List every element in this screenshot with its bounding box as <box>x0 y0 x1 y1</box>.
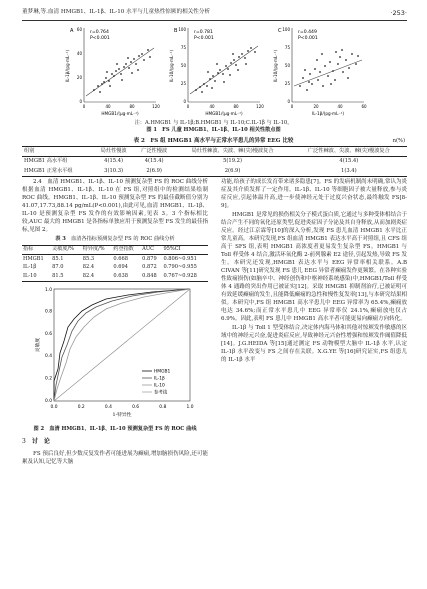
y-tick: 25 <box>284 81 290 86</box>
y-tick: 0 <box>287 99 290 104</box>
y-tick: 75 <box>284 45 290 50</box>
table-cell: IL-10 <box>22 272 51 281</box>
panel-letter: B <box>174 28 178 34</box>
table-cell: 0.790~0.955 <box>163 264 197 271</box>
table-cell: 0.694 <box>113 264 128 271</box>
table-header: AUC <box>141 245 162 255</box>
scatter-points <box>299 49 359 91</box>
table-cell: 0.767~0.928 <box>162 272 208 281</box>
figure-1-caption-block <box>0 120 427 135</box>
table-cell: 0.668 <box>113 255 128 262</box>
table-cell: 87.0 <box>52 264 64 271</box>
table-header: 广泛性棘波、尖波、棘(尖)慢波复合 <box>291 147 407 157</box>
table-3-label: 表 3 <box>55 236 66 243</box>
x-tick: 80 <box>233 104 239 109</box>
x-tick: 20 <box>313 104 319 109</box>
figure-1-label: 图 1 <box>146 127 157 134</box>
x-tick: 1.0 <box>186 404 194 410</box>
x-tick: 0 <box>290 104 294 109</box>
table-cell: IL-1β <box>23 264 37 271</box>
table-cell: 81.5 <box>51 272 82 281</box>
table-cell: 4(15.4) <box>104 158 124 165</box>
table-cell: 5(19.2) <box>223 158 242 165</box>
legend-label: 参考线 <box>154 390 168 396</box>
table-2-title-block <box>0 138 427 146</box>
p-value: P<0.001 <box>194 36 214 41</box>
scatter-panel-a <box>64 24 160 119</box>
paragraph-il1b: IL-1β 与 Toll 1 型受体结合,决定体内海马体和其他对惊厥发作敏感的区域中的神经元兴奋,促进炎症反应,导致神经元兴奋性增强和惊厥发作阈值降低[14]。J.G.HEIDA 等[15]通过测定 FS 动物模型大脑中 IL-1β 水平,认定 IL-1β 水平改变与 FS 之间存在关联。X.G.YE 等[16]研究证实,FS 组患儿的 IL-1β 水平 <box>221 325 407 364</box>
table-header: 约登指数 <box>112 245 141 255</box>
y-tick: 0.2 <box>45 376 52 382</box>
header-rule <box>22 20 407 21</box>
y-tick: 75 <box>180 45 186 50</box>
table-3-title: 血清各指标预测复杂型 FS 的 ROC 曲线分析 <box>71 236 175 243</box>
left-column <box>22 178 214 467</box>
table-header: 广泛性慢波 <box>134 147 175 157</box>
x-tick: 0.6 <box>132 404 140 410</box>
table-cell: 3(10.3) <box>93 167 134 177</box>
roc-legend <box>142 368 171 395</box>
page-number: ·253· <box>390 9 407 17</box>
table-2-unit: n(%) <box>392 138 405 144</box>
y-axis-label: IL-1β/(pg·mL⁻¹) <box>65 50 70 82</box>
x-tick: 0.8 <box>159 404 167 410</box>
y-tick: 20 <box>76 75 82 80</box>
table-cell: HMGB1 正常水平组 <box>22 167 93 177</box>
table-header: 灵敏度/% <box>51 245 82 255</box>
table-header: 特异度/% <box>82 245 113 255</box>
table-cell: 85.3 <box>82 255 95 262</box>
paragraph-roc-analysis: 2.4 血清 HMGB1、IL-1β、IL-10 预测复杂型 FS 的 ROC 曲线分析 根据血清 HMGB1、IL-1β、IL-10 在 FS 组,对照组中的检测结果绘制 ROC 曲线。HMGB1、IL-1β、IL-10 预测复杂型 FS 的最佳截断值分别为 41.07,17.73,88.14 pg/mL(P<0.001),由此可见,血清 HMGB1、IL-1β、IL-10 是预测复杂型 FS 发作的有效影响因素,见表 3。3 个指标相比较,AUC 最大的 HMGB1 是各指标单独应用于预测复杂型 FS 发生的最佳指标,见图 2。 <box>22 179 214 234</box>
table-cell: 0.872 <box>142 264 157 271</box>
table-cell: 4(15.4) <box>144 158 164 165</box>
right-column <box>221 178 407 365</box>
x-axis-label: IL-1β/(pg·mL⁻¹) <box>312 111 344 116</box>
x-tick: 0.0 <box>50 404 58 410</box>
x-axis-label: HMGB1/(μg·mL⁻¹) <box>205 111 243 116</box>
x-tick: 40 <box>105 104 111 109</box>
y-tick: 0 <box>183 99 186 104</box>
y-tick: 0.4 <box>45 353 52 359</box>
table-row <box>22 167 407 177</box>
table-cell: 85.1 <box>52 255 64 262</box>
figure-2-caption: 血清 HMGB1、IL-1β、IL-10 预测复杂型 FS 的 ROC 曲线 <box>49 425 197 432</box>
table-3 <box>22 245 208 282</box>
y-tick: 25 <box>180 81 186 86</box>
section-heading <box>22 438 208 447</box>
table-2 <box>22 146 407 177</box>
p-value: P<0.001 <box>90 36 110 41</box>
reference-line <box>54 289 190 401</box>
y-tick: 100 <box>178 27 186 32</box>
y-axis-label: 灵敏度 <box>36 337 41 352</box>
scatter-plot-a <box>64 24 160 119</box>
r-value: r=0.781 <box>194 30 213 35</box>
legend-label: IL-10 <box>154 383 165 389</box>
r-value: r=0.449 <box>298 30 317 35</box>
roc-figure <box>22 285 208 425</box>
paragraph-continued: 功能,给孩子的成长发育带来诸多隐患[7]。FS 的发病机制尚未明确,常认为炎症及其介质发挥了一定作用。IL-1β、IL-10 等细胞因子被大量释放,参与炎症反应,引起体温升高,进一步使神经元处于过度兴奋状态,最终触发 FS[8-9]。 <box>221 179 407 210</box>
table-cell: HMGB1 高水平组 <box>24 158 68 165</box>
figure-1-note: 注：A.HMGB1 与 IL-1β;B.HMGB1 与 IL-10;C.IL-1β 与 IL-10。 <box>134 120 293 126</box>
y-tick: 0.8 <box>45 308 52 314</box>
scatter-plot-c <box>272 24 368 119</box>
x-tick: 0 <box>186 104 190 109</box>
panel-letter: A <box>70 28 74 34</box>
table-cell: 2(6.9) <box>134 167 175 177</box>
y-tick: 60 <box>76 27 82 32</box>
table-cell: 2(6.9) <box>174 167 290 177</box>
p-value: P<0.001 <box>298 36 318 41</box>
table-cell: 4(15.4) <box>339 158 359 165</box>
y-tick: 1.0 <box>45 287 52 293</box>
x-tick: 0.2 <box>77 404 85 410</box>
legend-label: HMGB1 <box>154 369 171 375</box>
x-tick: 80 <box>129 104 135 109</box>
x-tick: 0.4 <box>104 404 112 410</box>
y-tick: 0 <box>79 99 82 104</box>
figure-1 <box>64 24 368 119</box>
running-header <box>22 9 407 21</box>
legend-label: IL-1β <box>154 376 165 382</box>
y-tick: 50 <box>284 63 290 68</box>
section-title: 讨 论 <box>31 438 50 446</box>
x-tick: 120 <box>152 104 160 109</box>
figure-2-label: 图 2 <box>33 425 45 432</box>
r-value: r=0.764 <box>90 30 109 35</box>
table-header: 95%CI <box>162 245 208 255</box>
y-tick: 50 <box>180 63 186 68</box>
table-cell: 0.848 <box>141 272 162 281</box>
y-tick: 40 <box>76 51 82 56</box>
scatter-points <box>93 49 151 93</box>
table-cell: 82.4 <box>82 264 95 271</box>
paragraph-hmgb1: HMGB1 是常见的损伤相关分子模式蛋白质,它通过与多种受体相结合于结合产生不同的氧化还原类型,促进炎症因子分泌及其自身释放,从而加剧炎症反应。经过江京霖等[10]的深入分析,发现 FS 患儿血清 HMGB1 水平比正常儿童高。本研究发现,FS 组血清 HMGB1 表达水平高于对照组,且 CFS 组高于 SFS 组,表明 HMGB1 高浓度者更易发生复杂型 FS。HMGB1 与 Toll 样受体 4 结合,激活环氧化酶 2-前列腺素 E2 途径,引起发热,导致 FS 发生。本研究还发现,HMGB1 表达水平与 EEG 异常率相关联系。A.B CIVAN 等[11]研究发现 FS 患儿 EEG 异常者癫痫发作更频繁。在各种实验性致痫损伤(如脑卒中、神经创伤和中枢神经系统感染)中,HMGB1/Toll 样受体 4 通路的突出作用已被证实[12]。采取 HMGB1 抑制剂治疗,已被证明可有效延缓癫痫的发生,且能降低癫痫的急性和慢性复发率[13],与本研究结果相似。本研究中,FS 组 HMGB1 高水平患儿中 EEG 异常率为 65.4%,癫痫放电达 34.6%;而正常水平患儿中 EEG 异常率仅 24.1%,癫痫放电仅占 6.9%。因此,表明 FS 患儿中 HMGB1 高水平者可能更易向癫痫方向转化。 <box>221 212 407 323</box>
table-2-label: 表 2 <box>133 138 145 144</box>
y-tick: 100 <box>282 27 290 32</box>
table-3-title-block <box>22 236 208 244</box>
section-number: 3 <box>22 438 26 446</box>
table-row <box>22 264 208 272</box>
table-header: 指标 <box>22 245 51 255</box>
y-tick: 0.6 <box>45 331 52 337</box>
table-2-title: FS 组 HMGB1 高水平与正常水平患儿的异常 EEG 比较 <box>150 138 294 144</box>
panel-letter: C <box>278 28 282 34</box>
roc-chart <box>32 285 198 423</box>
figure-1-caption: FS 儿童 HMGB1、IL-1β、IL-10 相关性散点图 <box>162 127 281 134</box>
table-cell: 1(3.4) <box>291 167 407 177</box>
figure-2-caption-block <box>22 426 208 434</box>
regression-line <box>294 60 362 86</box>
x-tick: 120 <box>256 104 264 109</box>
table-row <box>22 157 407 167</box>
table-cell: 82.4 <box>82 272 113 281</box>
x-axis-label: 1-特异性 <box>112 412 132 418</box>
scatter-plot-b <box>168 24 264 119</box>
running-header-title: 董梦琳,等.血清 HMGB1、IL-1β、IL-10 水平与儿童热性惊厥的相关性分析 <box>22 9 211 15</box>
y-axis-label: IL-10/(pg·mL⁻¹) <box>169 50 174 82</box>
table-header: 组别 <box>22 147 93 157</box>
table-cell: HMGB1 <box>23 255 44 262</box>
scatter-panel-b <box>168 24 264 119</box>
table-row <box>22 255 208 264</box>
regression-line <box>86 48 154 96</box>
x-axis-label: HMGB1/(μg·mL⁻¹) <box>101 111 139 116</box>
table-cell: 0.879 <box>142 255 157 262</box>
table-cell: 0.806~0.951 <box>163 255 197 262</box>
table-header: 局灶性棘波、尖波、棘(尖)慢波复合 <box>174 147 290 157</box>
y-tick: 0.0 <box>45 398 52 404</box>
x-tick: 40 <box>209 104 215 109</box>
scatter-panel-c <box>272 24 368 119</box>
x-tick: 0 <box>82 104 86 109</box>
table-cell: 0.638 <box>112 272 141 281</box>
table-header: 局灶性慢波 <box>93 147 134 157</box>
paragraph-discussion-start: FS 预后良好,但少数反复发作者可能进展为癫痫,增加脑损伤风险,还可能累及认知,记忆等大脑 <box>22 450 208 465</box>
table-row <box>22 272 208 281</box>
x-tick: 60 <box>361 104 367 109</box>
y-axis-label: IL-10/(pg·mL⁻¹) <box>273 50 278 82</box>
x-tick: 40 <box>337 104 343 109</box>
